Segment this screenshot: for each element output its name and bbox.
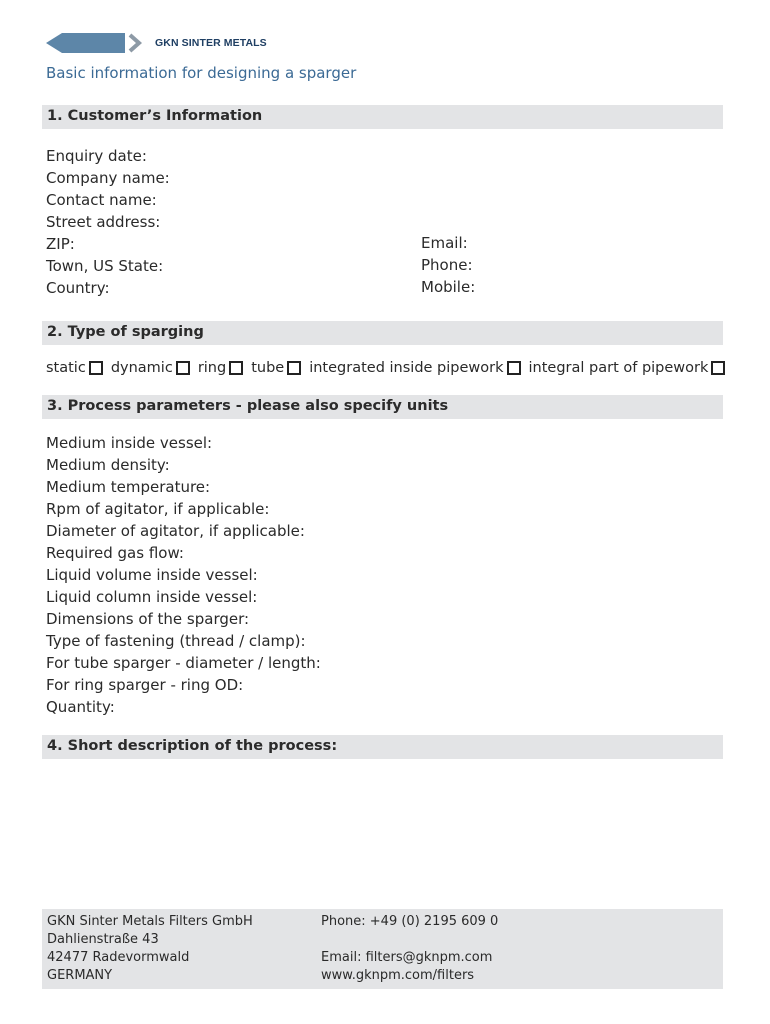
field-country: Country: (46, 279, 110, 297)
footer-address (47, 913, 253, 985)
option-ring[interactable] (198, 360, 243, 376)
checkbox-static[interactable] (89, 361, 103, 375)
field-required-gas-flow: Required gas flow: (46, 544, 184, 562)
checkbox-tube[interactable] (287, 361, 301, 375)
section-4-header (42, 735, 723, 759)
option-integrated-label: integrated inside pipework (309, 360, 504, 376)
section-2-header (42, 321, 723, 345)
section-2-title: 2. Type of sparging (47, 324, 204, 340)
sparging-type-options (46, 360, 725, 376)
field-zip: ZIP: (46, 235, 75, 253)
option-static-label: static (46, 360, 86, 376)
field-mobile: Mobile: (421, 278, 476, 296)
option-tube-label: tube (251, 360, 285, 376)
footer-company: GKN Sinter Metals Filters GmbH (47, 914, 253, 929)
field-town-state: Town, US State: (46, 257, 164, 275)
field-diameter-agitator: Diameter of agitator, if applicable: (46, 522, 305, 540)
field-medium-temperature: Medium temperature: (46, 478, 211, 496)
footer-country: GERMANY (47, 968, 113, 983)
field-medium-inside-vessel: Medium inside vessel: (46, 434, 213, 452)
field-liquid-column: Liquid column inside vessel: (46, 588, 258, 606)
section-1-title: 1. Customer’s Information (47, 108, 263, 124)
process-parameter-fields (46, 432, 321, 718)
field-tube-sparger: For tube sparger - diameter / length: (46, 654, 321, 672)
footer-city: 42477 Radevormwald (47, 950, 190, 965)
field-company-name: Company name: (46, 169, 170, 187)
footer-phone: Phone: +49 (0) 2195 609 0 (321, 914, 499, 929)
field-street-address: Street address: (46, 213, 161, 231)
field-phone: Phone: (421, 256, 473, 274)
footer-email[interactable]: Email: filters@gknpm.com (321, 950, 493, 965)
footer-contact (321, 913, 498, 985)
checkbox-integral-part-of-pipework[interactable] (711, 361, 725, 375)
section-3-title: 3. Process parameters - please also specify units (47, 398, 449, 414)
customer-fields-left (46, 145, 170, 299)
field-quantity: Quantity: (46, 698, 115, 716)
checkbox-dynamic[interactable] (176, 361, 190, 375)
logo-text: GKN SINTER METALS (155, 37, 267, 49)
option-integrated-inside-pipework[interactable] (309, 360, 520, 376)
option-ring-label: ring (197, 360, 227, 376)
footer-street: Dahlienstraße 43 (47, 932, 159, 947)
option-integral-label: integral part of pipework (528, 360, 709, 376)
option-static[interactable] (46, 360, 103, 376)
footer (42, 909, 723, 989)
field-enquiry-date: Enquiry date: (46, 147, 147, 165)
field-email: Email: (421, 234, 468, 252)
option-tube[interactable] (251, 360, 301, 376)
page-title: Basic information for designing a sparger (46, 64, 357, 82)
gkn-logo-mark-icon (46, 32, 150, 54)
gkn-logo (46, 30, 267, 56)
section-3-header (42, 395, 723, 419)
checkbox-ring[interactable] (229, 361, 243, 375)
field-contact-name: Contact name: (46, 191, 157, 209)
section-4-title: 4. Short description of the process: (47, 738, 338, 754)
checkbox-integrated-inside-pipework[interactable] (507, 361, 521, 375)
field-ring-sparger: For ring sparger - ring OD: (46, 676, 244, 694)
footer-web[interactable]: www.gknpm.com/filters (321, 968, 475, 983)
option-integral-part-of-pipework[interactable] (529, 360, 726, 376)
field-medium-density: Medium density: (46, 456, 170, 474)
option-dynamic[interactable] (111, 360, 190, 376)
field-fastening-type: Type of fastening (thread / clamp): (46, 632, 306, 650)
option-dynamic-label: dynamic (110, 360, 173, 376)
field-rpm-agitator: Rpm of agitator, if applicable: (46, 500, 270, 518)
section-1-header (42, 105, 723, 129)
customer-fields-right (421, 232, 475, 298)
field-liquid-volume: Liquid volume inside vessel: (46, 566, 258, 584)
field-sparger-dimensions: Dimensions of the sparger: (46, 610, 250, 628)
